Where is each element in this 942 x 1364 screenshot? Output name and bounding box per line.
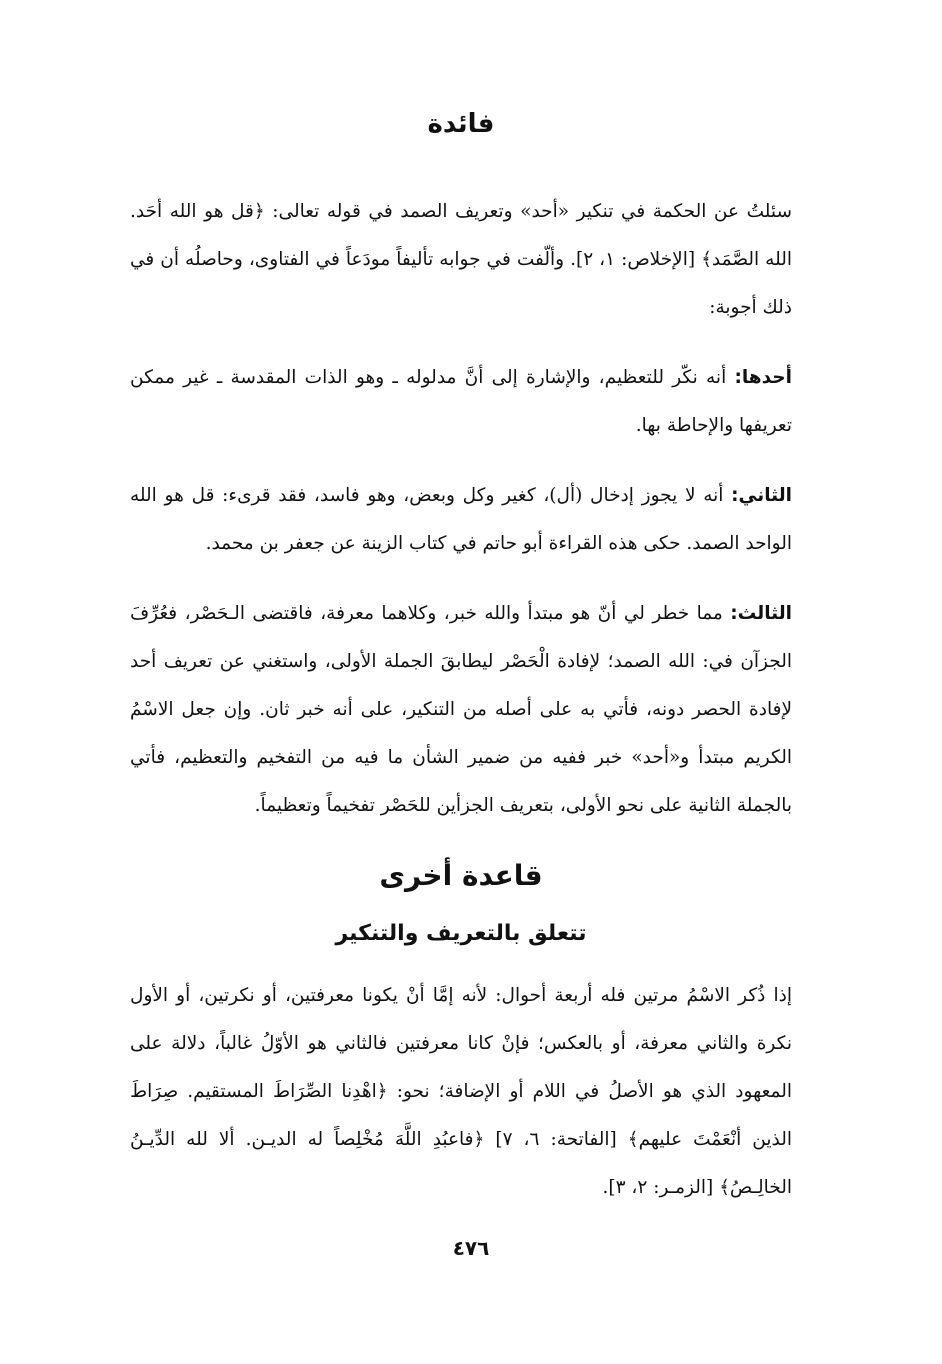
intro-paragraph: سئلتُ عن الحكمة في تنكير «أحد» وتعريف الصمد في قوله تعالى: ﴿قل هو الله أحَد. الله الصَّمَد﴾ [الإخلاص: ١، ٢]. وألّفت في جوابه تأليفاً مودَعاً في الفتاوى، وحاصلُه أن في ذلك أجوبة: [130, 201, 793, 318]
answer-two-lead: الثاني: [731, 485, 792, 506]
answer-two-paragraph [130, 472, 792, 568]
answer-three-text: مما خطر لي أنّ هو مبتدأ والله خبر، وكلاهما معرفة، فاقتضى الـحَصْر، فعُرِّفَ الجزآن في: الله الصمد؛ لإفادة الْحَصْر ليطابقَ الجملة الأولى، واستغني عن تعريف أحد لإفادة الحصر دونه، فأتي به على أصله من التنكير، على أنه خبر ثان. وإن جعل الاسْمُ الكريم مبتدأ و«أحد» خبر ففيه من ضمير الشأن ما فيه من التفخيم والتعظيم، فأتي بالجملة الثانية على نحو الأولى، بتعريف الجزأين للحَصْر تفخيماً وتعظيماً. [130, 603, 792, 816]
section-title-faida: فائدة [427, 109, 495, 139]
answer-one-lead: أحدها: [734, 367, 792, 388]
answer-one-text: أنه نكّر للتعظيم، والإشارة إلى أنَّ مدلوله ـ وهو الذات المقدسة ـ غير ممكن تعريفها والإحاطة بها. [130, 367, 792, 436]
section-subtitle-rule: تتعلق بالتعريف والتنكير [335, 921, 587, 946]
answer-two-text: أنه لا يجوز إدخال (أل)، كغير وكل وبعض، وهو فاسد، فقد قرىء: قل هو الله الواحد الصمد. حكى هذه القراءة أبو حاتم في كتاب الزينة عن جعفر بن محمد. [130, 485, 792, 554]
rule-paragraph: إذا ذُكر الاسْمُ مرتين فله أربعة أحوال: لأنه إمَّا أنْ يكونا معرفتين، أو نكرتين، أو الأول نكرة والثاني معرفة، أو بالعكس؛ فإنْ كانا معرفتين فالثاني هو الأوّلُ غالباً، دلالة على المعهود الذي هو الأصلُ في اللام أو الإضافة؛ نحو: ﴿اهْدِنا الصِّرَاطَ المستقيم. صِرَاطَ الذين أنْعَمْتَ عليهم﴾ [الفاتحة: ٦، ٧] ﴿فاعبُدِ اللَّهَ مُخْلِصاً له الديـن. ألا لله الدِّيـنُ الخالِـصُ﴾ [الزمـر: ٢، ٣]. [130, 985, 792, 1198]
page-number: ٤٧٦ [452, 1236, 490, 1260]
page-content [130, 100, 792, 1234]
answer-three-paragraph [130, 590, 792, 830]
section-title-rule: قاعدة أخرى [379, 859, 543, 892]
answer-three-lead: الثالث: [730, 603, 792, 624]
answer-one-paragraph [130, 354, 792, 450]
